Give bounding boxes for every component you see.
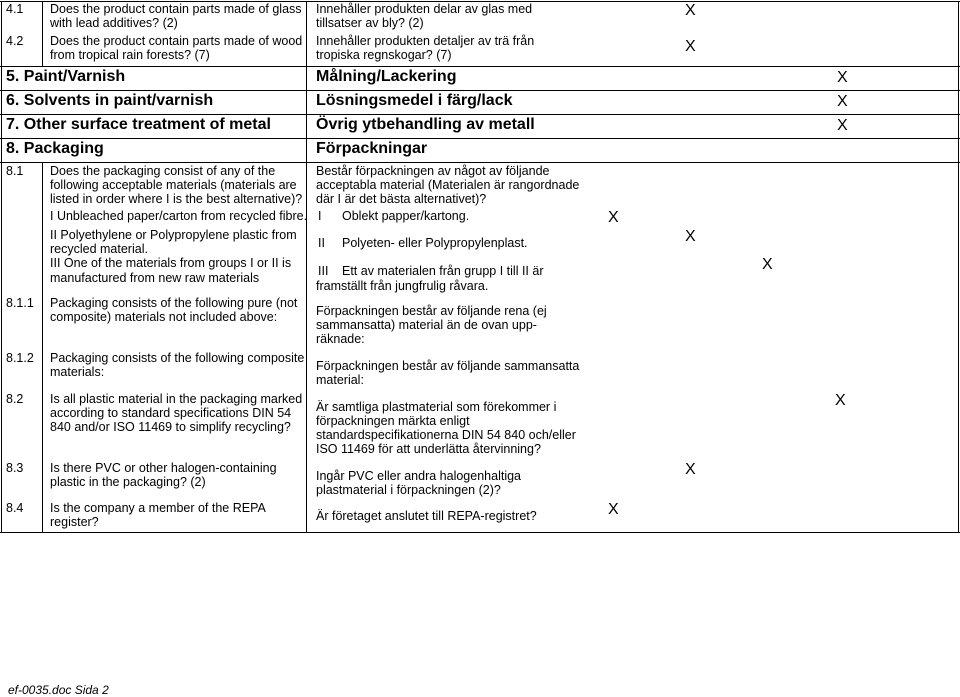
material-en: I Unbleached paper/carton from recycled fibre. — [50, 209, 308, 223]
material-en: manufactured from new raw materials — [50, 271, 260, 285]
question-sv: Innehåller produkten detaljer av trä från — [316, 34, 535, 48]
rule-num-col — [42, 1, 43, 66]
question-sv: Förpackningen består av följande rena (ej — [316, 304, 547, 318]
question-en: Is the company a member of the REPA — [50, 501, 266, 515]
answer-mark: X — [685, 38, 696, 55]
material-sv: framställt från jungfrulig råvara. — [316, 279, 489, 293]
question-en: with lead additives? (2) — [50, 16, 178, 30]
section-heading-en: 5. Paint/Varnish — [6, 68, 126, 85]
answer-mark: X — [685, 461, 696, 478]
question-en: Does the packaging consist of any of the — [50, 164, 276, 178]
question-en: Packaging consists of the following composite — [50, 351, 305, 365]
material-en: recycled material. — [50, 242, 148, 256]
answer-mark: X — [835, 392, 846, 409]
row-number: 4.1 — [6, 2, 24, 16]
page-footer: ef-0035.doc Sida 2 — [8, 683, 109, 697]
question-en: 840 and/or ISO 11469 to simplify recycling? — [50, 420, 291, 434]
question-en: Does the product contain parts made of glass — [50, 2, 302, 16]
section-heading-en: 8. Packaging — [6, 140, 104, 157]
rule-after-7 — [0, 138, 960, 139]
question-sv: förpackningen märkta enligt — [316, 414, 470, 428]
material-sv: Polyeten- eller Polypropylenplast. — [342, 236, 528, 250]
row-number: 4.2 — [6, 34, 24, 48]
question-sv: tillsatser av bly? (2) — [316, 16, 424, 30]
answer-mark: X — [685, 2, 696, 19]
question-sv: ISO 11469 för att underlätta återvinning? — [316, 442, 541, 456]
question-en: Does the product contain parts made of wood — [50, 34, 303, 48]
material-number-sv: I — [318, 209, 322, 223]
answer-mark: X — [608, 501, 619, 518]
question-sv: standardspecifikationerna DIN 54 840 och/eller — [316, 428, 576, 442]
question-sv: räknade: — [316, 332, 365, 346]
question-en: listed in order where I is the best alternative)? — [50, 192, 303, 206]
question-sv: material: — [316, 373, 364, 387]
question-sv: Förpackningen består av följande sammansatta — [316, 359, 580, 373]
question-en: Is all plastic material in the packaging marked — [50, 392, 303, 406]
material-number-sv: II — [318, 236, 325, 250]
question-sv: tropiska regnskogar? (7) — [316, 48, 452, 62]
material-en: II Polyethylene or Polypropylene plastic from — [50, 228, 297, 242]
row-number: 8.1.2 — [6, 351, 34, 365]
answer-mark: X — [762, 256, 773, 273]
row-number: 8.4 — [6, 501, 24, 515]
section-heading-sv: Övrig ytbehandling av metall — [316, 116, 535, 133]
question-sv: Är samtliga plastmaterial som förekommer i — [316, 400, 557, 414]
question-sv: plastmaterial i förpackningen (2)? — [316, 483, 501, 497]
question-sv: där I är det bästa alternativet)? — [316, 192, 487, 206]
rule-after-4-2 — [0, 66, 960, 67]
section-heading-en: 7. Other surface treatment of metal — [6, 116, 271, 133]
answer-mark: X — [837, 69, 848, 86]
question-en: according to standard specifications DIN 54 — [50, 406, 292, 420]
rule-left — [1, 1, 2, 532]
question-en: Packaging consists of the following pure (not — [50, 296, 298, 310]
answer-mark: X — [608, 209, 619, 226]
answer-mark: X — [837, 117, 848, 134]
section-heading-sv: Lösningsmedel i färg/lack — [316, 92, 513, 109]
question-sv: Innehåller produkten delar av glas med — [316, 2, 533, 16]
question-sv: sammansatta) material än de ovan upp- — [316, 318, 537, 332]
question-sv: acceptabla material (Materialen är rangordnade — [316, 178, 580, 192]
rule-right — [958, 1, 959, 532]
material-number-sv: III — [318, 264, 329, 278]
rule-num-col-lower — [42, 162, 43, 532]
section-heading-en: 6. Solvents in paint/varnish — [6, 92, 214, 109]
section-heading-sv: Målning/Lackering — [316, 68, 457, 85]
question-en: Is there PVC or other halogen-containing — [50, 461, 277, 475]
material-en: III One of the materials from groups I or II is — [50, 256, 292, 270]
material-sv: Ett av materialen från grupp I till II är — [342, 264, 544, 278]
row-number: 8.1 — [6, 164, 24, 178]
answer-mark: X — [837, 93, 848, 110]
rule-sv-col — [306, 1, 307, 532]
material-sv: Oblekt papper/kartong. — [342, 209, 470, 223]
question-sv: Ingår PVC eller andra halogenhaltiga — [316, 469, 521, 483]
question-sv: Är företaget anslutet till REPA-registret? — [316, 509, 537, 523]
question-en: following acceptable materials (materials are — [50, 178, 297, 192]
section-heading-sv: Förpackningar — [316, 140, 428, 157]
question-sv: Består förpackningen av något av följande — [316, 164, 550, 178]
rule-bottom — [0, 532, 960, 533]
question-en: composite) materials not included above: — [50, 310, 278, 324]
row-number: 8.2 — [6, 392, 24, 406]
row-number: 8.3 — [6, 461, 24, 475]
question-en: register? — [50, 515, 99, 529]
question-en: materials: — [50, 365, 105, 379]
question-en: from tropical rain forests? (7) — [50, 48, 210, 62]
rule-after-8 — [0, 162, 960, 163]
answer-mark: X — [685, 228, 696, 245]
question-en: plastic in the packaging? (2) — [50, 475, 206, 489]
row-number: 8.1.1 — [6, 296, 34, 310]
